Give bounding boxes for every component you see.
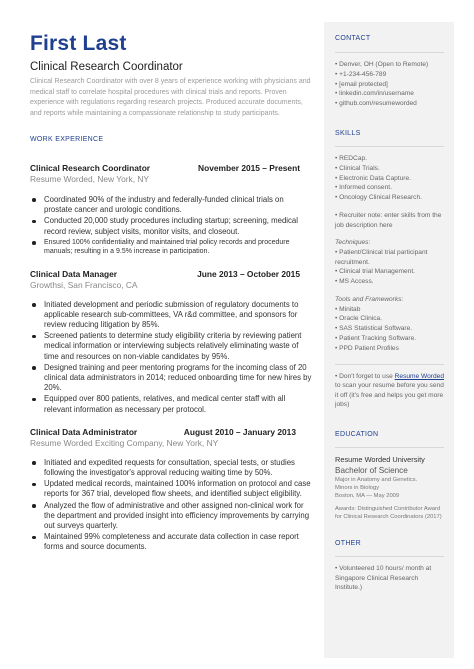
tip-suffix: to scan your resume before you send it off (it's free and helps you get more jobs): [335, 382, 444, 409]
contact-heading: CONTACT: [335, 35, 371, 42]
divider: [335, 52, 444, 53]
education-location-date: Boston, MA — May 2009: [335, 492, 400, 499]
tip-prefix: • Don't forget to use: [335, 372, 395, 380]
bullet-item: Screened patients to determine study eligibility criteria by reviewing patient medical information or interviewing subjects relatively eliminating waste of time and resources on non-viable candidates by 95%.: [44, 331, 312, 362]
techniques-label: Techniques:: [335, 239, 371, 247]
technique-item: • Clinical trial Management.: [335, 268, 416, 276]
techniques-list: [335, 248, 444, 287]
tool-item: • Minitab: [335, 305, 361, 313]
resume-worded-link[interactable]: Resume Worded: [394, 372, 445, 380]
job-header: [30, 269, 312, 279]
bullet-item: Ensured 100% confidentiality and maintained trial policy records and procedure manuals; resulting in a 9.5% increase in participation.: [44, 238, 312, 257]
bullet-item: Updated medical records, maintained 100% information on protocol and case reports for 367 trial, developed flow sheets, and identified subject eligibility.: [44, 479, 311, 499]
tool-item: • SAS Statistical Software.: [335, 325, 413, 333]
bullet-item: Initiated development and periodic submission of regulatory documents to applicable research sub-committees, VA r&d committee, and sponsors for review reducing litigation by 85%.: [44, 300, 312, 331]
bullet-item: Maintained 99% completeness and accurate data collection in case report forms and source documents.: [44, 532, 312, 552]
job-bullets: [30, 458, 312, 553]
candidate-title: Clinical Research Coordinator: [30, 61, 183, 73]
tools-list: [335, 305, 444, 354]
contact-phone[interactable]: • +1-234-456-789: [335, 70, 387, 78]
skills-list: [335, 154, 444, 203]
bullet-item: Equipped over 800 patients, relatives, and medical center staff with all relevant information as necessary per protocol.: [44, 394, 312, 414]
contact-linkedin[interactable]: • linkedin.com/in/username: [335, 90, 414, 98]
job-entry: [30, 163, 312, 257]
job-title: Clinical Data Manager: [30, 268, 118, 279]
skill-item: • REDCap.: [335, 154, 367, 162]
bullet-item: Designed training and peer mentoring programs for the incoming class of 20 clinical data administrators in 2014; reduced onboarding time for new hires by 20%.: [44, 362, 312, 393]
technique-item: • Patient/Clinical trial participant recruitment.: [335, 248, 428, 266]
job-title: Clinical Data Administrator: [30, 426, 138, 437]
job-bullets: [30, 195, 312, 257]
tool-item: • PPD Patient Profiles: [335, 344, 399, 352]
main-column: [30, 32, 312, 554]
recruiter-note: • Recruiter note: enter skills from the job description here: [335, 211, 442, 229]
skills-heading: SKILLS: [335, 129, 361, 137]
divider: [335, 364, 444, 365]
technique-item: • MS Access.: [335, 278, 374, 286]
work-experience-heading: WORK EXPERIENCE: [30, 136, 104, 143]
contact-list: [335, 60, 444, 109]
job-entry: [30, 269, 312, 415]
other-item: • Volunteered 10 hours/ month at Singapore Clinical Research Institute.): [335, 564, 432, 592]
contact-location: • Denver, OH (Open to Remote): [335, 61, 429, 68]
tool-item: • Oracle Clinica.: [335, 315, 383, 323]
job-dates: November 2015 – Present: [198, 163, 300, 173]
divider: [335, 556, 444, 557]
other-heading: OTHER: [335, 539, 361, 547]
candidate-name: First Last: [30, 32, 127, 55]
skill-item: • Electronic Data Capture.: [335, 174, 411, 182]
education-awards: Awards: Distinguished Contributor Award for Clinical Research Coordinators (2017): [335, 505, 442, 520]
education-minor: Minors in Biology: [335, 484, 380, 491]
education-school: Resume Worded University: [335, 454, 425, 464]
contact-email[interactable]: • [email protected]: [335, 80, 388, 88]
bullet-item: Conducted 20,000 study procedures including startup; screening, medical record review, subject visits, monitor visits, and closeout.: [44, 216, 312, 236]
education-degree: Bachelor of Science: [335, 465, 408, 475]
job-entry: [30, 427, 312, 553]
bullet-item: Coordinated 90% of the industry and federally-funded clinical trials on prostate cancer and urologic conditions.: [44, 195, 312, 215]
skill-item: • Informed consent.: [335, 184, 392, 192]
divider: [335, 146, 444, 147]
summary: Clinical Research Coordinator with over 8 years of experience working with physicians and medical staff to correlate hospital procedures with clinical trials and reports. Proven experience with regulations regarding research projects. Produced accurate documents, and reports while maintaining a compassionate relationship to study participants.: [30, 78, 311, 117]
sidebar: [324, 22, 454, 658]
resume-tip: [335, 372, 444, 410]
job-title: Clinical Research Coordinator: [30, 163, 151, 173]
job-header: [30, 427, 312, 437]
job-dates: August 2010 – January 2013: [183, 426, 296, 437]
divider: [335, 447, 444, 448]
other-list: [335, 564, 444, 593]
skill-item: • Oncology Clinical Research.: [335, 194, 422, 202]
job-header: [30, 163, 312, 173]
tools-label: Tools and Frameworks:: [335, 295, 404, 303]
job-company: Growthsi, San Francisco, CA: [30, 279, 138, 290]
tool-item: • Patient Tracking Software.: [335, 334, 417, 342]
skill-item: • Clinical Trials.: [335, 164, 380, 172]
job-company: Resume Worded, New York, NY: [30, 174, 150, 184]
job-dates: June 2013 – October 2015: [197, 268, 300, 279]
education-major: Major in Anatomy and Genetics.: [335, 476, 418, 483]
bullet-item: Initiated and expedited requests for consultation, special tests, or studies following the investigator's approval reducing waiting time by 50%.: [44, 458, 312, 478]
bullet-item: Analyzed the flow of administrative and other assigned non-clinical work for the department and provided insight into efficiency improvements by carrying out surveys quarterly.: [44, 501, 312, 532]
job-company: Resume Worded Exciting Company, New York, NY: [30, 437, 219, 448]
job-bullets: [30, 300, 312, 415]
contact-github[interactable]: • github.com/resumeworded: [335, 100, 417, 108]
education-heading: EDUCATION: [335, 430, 379, 438]
